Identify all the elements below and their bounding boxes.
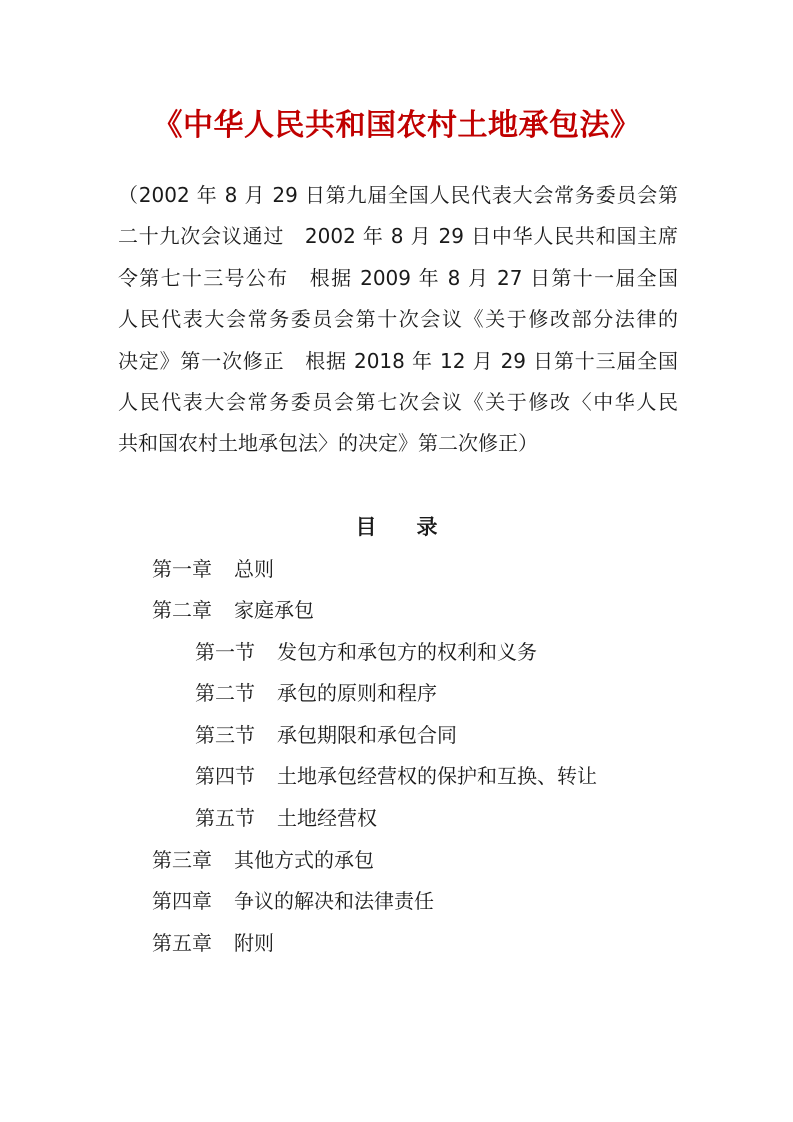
toc-item-title: 土地承包经营权的保护和互换、转让 [277, 764, 597, 788]
toc-item-number: 第五节 [195, 806, 255, 830]
toc-item-number: 第二节 [195, 681, 255, 705]
toc-section-5 [195, 803, 377, 833]
toc-heading [0, 512, 793, 542]
toc-section-4 [195, 761, 597, 791]
preamble-line: 人民代表大会常务委员会第七次会议《关于修改〈中华人民 [118, 390, 678, 415]
toc-chapter-2 [152, 595, 314, 625]
preamble-line: 决定》第一次修正 根据 2018 年 12 月 29 日第十三届全国 [118, 348, 678, 373]
toc-item-number: 第二章 [152, 598, 212, 622]
toc-item-number: 第四节 [195, 764, 255, 788]
toc-item-number: 第三节 [195, 723, 255, 747]
toc-chapter-1 [152, 554, 274, 584]
document-title: 《中华人民共和国农村土地承包法》 [152, 108, 641, 143]
toc-item-title: 其他方式的承包 [234, 848, 374, 872]
toc-item-number: 第四章 [152, 889, 212, 913]
toc-item-title: 承包的原则和程序 [277, 681, 437, 705]
toc-section-3 [195, 720, 457, 750]
toc-item-number: 第一节 [195, 640, 255, 664]
preamble-line: （2002 年 8 月 29 日第九届全国人民代表大会常务委员会第 [118, 183, 678, 207]
toc-heading-left: 目 [355, 515, 377, 539]
preamble-line: 共和国农村土地承包法〉的决定》第二次修正） [118, 431, 538, 456]
toc-item-number: 第五章 [152, 931, 212, 955]
toc-item-number: 第三章 [152, 848, 212, 872]
toc-chapter-5 [152, 928, 274, 958]
toc-item-title: 附则 [234, 931, 274, 955]
toc-section-1 [195, 637, 537, 667]
toc-chapter-3 [152, 845, 374, 875]
toc-item-title: 总则 [234, 557, 274, 581]
toc-section-2 [195, 678, 437, 708]
toc-item-title: 土地经营权 [277, 806, 377, 830]
preamble-line: 令第七十三号公布 根据 2009 年 8 月 27 日第十一届全国 [118, 265, 678, 290]
toc-chapter-4 [152, 886, 434, 916]
preamble-line: 二十九次会议通过 2002 年 8 月 29 日中华人民共和国主席 [118, 224, 678, 249]
preamble-line: 人民代表大会常务委员会第十次会议《关于修改部分法律的 [118, 307, 678, 332]
toc-item-title: 发包方和承包方的权利和义务 [277, 640, 537, 664]
toc-item-number: 第一章 [152, 557, 212, 581]
toc-item-title: 承包期限和承包合同 [277, 723, 457, 747]
toc-heading-right: 录 [416, 515, 438, 539]
preamble [118, 175, 678, 465]
toc-item-title: 家庭承包 [234, 598, 314, 622]
toc-item-title: 争议的解决和法律责任 [234, 889, 434, 913]
